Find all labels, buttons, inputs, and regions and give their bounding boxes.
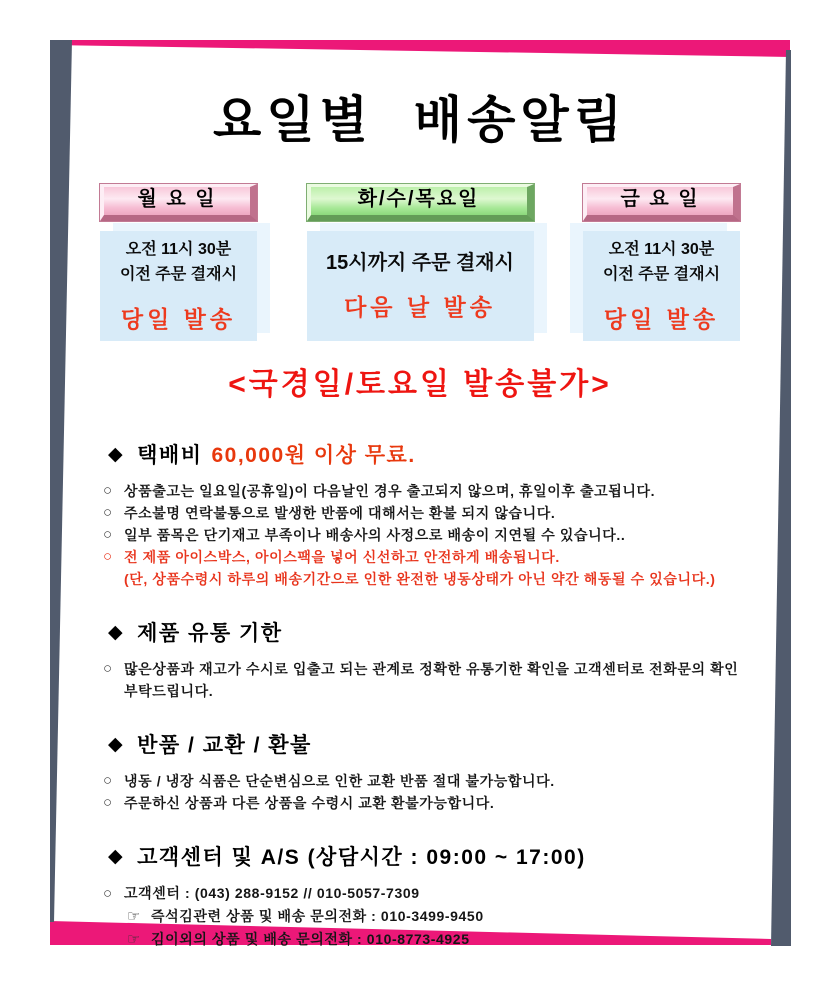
right-frame-bar [771, 50, 791, 946]
list-item [100, 502, 740, 524]
item-text: 즉석김관련 상품 및 배송 문의전화 : 010-3499-9450 [151, 908, 484, 924]
schedule-column-friday [583, 184, 740, 341]
schedule-column-monday [100, 184, 257, 341]
section-shipping-fee-heading [100, 439, 740, 469]
list-item-note [100, 568, 740, 590]
midweek-ship-result: 다음 날 발송 [344, 294, 496, 320]
section-shelf-life [100, 617, 740, 702]
info-sections [100, 439, 740, 951]
circle-bullet-icon: ○ [103, 504, 113, 521]
heading-black-text: 제품 유통 기한 [137, 622, 283, 645]
friday-day-button: 금 요 일 [583, 184, 740, 221]
circle-bullet-icon: ○ [103, 482, 113, 499]
section-shipping-fee [100, 439, 740, 590]
item-text: 주소불명 연락불통으로 발생한 반품에 대해서는 환불 되지 않습니다. [124, 505, 556, 521]
diamond-bullet-icon: ◆ [108, 621, 125, 643]
section-returns [100, 729, 740, 814]
monday-info-box [100, 231, 257, 341]
monday-condition-line1: 오전 11시 30분 [125, 241, 232, 259]
pointing-hand-icon: ☞ [127, 931, 142, 948]
item-text: 전 제품 아이스박스, 아이스팩을 넣어 신선하고 안전하게 배송됩니다. [124, 549, 560, 565]
list-item [100, 770, 740, 792]
midweek-info-box [307, 231, 534, 341]
circle-bullet-icon: ○ [103, 660, 113, 677]
page-title: 요일별 배송알림 [213, 92, 627, 148]
pointing-hand-icon: ☞ [127, 908, 142, 925]
item-text: 냉동 / 냉장 식품은 단순변심으로 인한 교환 반품 절대 불가능합니다. [124, 773, 555, 789]
monday-day-button: 월 요 일 [100, 184, 257, 221]
monday-order-condition [120, 238, 237, 288]
inquiry-phone-other [100, 928, 740, 951]
diamond-bullet-icon: ◆ [108, 845, 125, 867]
list-item [100, 524, 740, 546]
section-shelf-life-heading [100, 617, 740, 647]
heading-red-text: 60,000원 이상 무료. [211, 444, 416, 467]
customer-center-phone [100, 882, 740, 905]
list-item [100, 480, 740, 502]
list-item [100, 792, 740, 814]
delivery-schedule [100, 184, 740, 341]
poster-content [100, 0, 740, 978]
friday-info-box [583, 231, 740, 341]
item-text: 일부 품목은 단기재고 부족이나 배송사의 사정으로 배송이 지연될 수 있습니다.. [124, 527, 626, 543]
section-customer-center [100, 841, 740, 951]
circle-bullet-icon: ○ [103, 885, 113, 902]
left-frame-bar [50, 40, 72, 922]
section-returns-heading [100, 729, 740, 759]
holiday-notice: <국경일/토요일 발송불가> [228, 368, 612, 401]
item-text: 고객센터 : (043) 288-9152 // 010-5057-7309 [124, 885, 420, 901]
midweek-order-condition: 15시까지 주문 결재시 [326, 252, 514, 274]
diamond-bullet-icon: ◆ [108, 733, 125, 755]
item-text: 많은상품과 재고가 수시로 입출고 되는 관계로 정확한 유통기한 확인을 고객센터로 전화문의 확인 부탁드립니다. [124, 661, 739, 699]
circle-bullet-icon: ○ [103, 526, 113, 543]
item-text: (단, 상품수령시 하루의 배송기간으로 인한 완전한 냉동상태가 아닌 약간 해동될 수 있습니다.) [124, 571, 716, 587]
friday-condition-line1: 오전 11시 30분 [608, 241, 715, 259]
item-text: 상품출고는 일요일(공휴일)이 다음날인 경우 출고되지 않으며, 휴일이후 출고됩니다. [124, 483, 656, 499]
monday-condition-line2: 이전 주문 결재시 [119, 266, 238, 283]
monday-ship-result: 당일 발송 [120, 305, 237, 332]
midweek-day-button: 화/수/목요일 [307, 184, 534, 221]
list-item [100, 658, 740, 702]
item-text: 주문하신 상품과 다른 상품을 수령시 교환 환불가능합니다. [124, 795, 495, 811]
section-customer-center-heading [100, 841, 740, 871]
list-item [100, 546, 740, 568]
circle-bullet-icon: ○ [103, 772, 113, 789]
circle-bullet-icon: ○ [103, 548, 113, 565]
item-text: 김이외의 상품 및 배송 문의전화 : 010-8773-4925 [151, 931, 470, 947]
heading-black-text: 고객센터 및 A/S (상담시간 : 09:00 ~ 17:00) [137, 846, 586, 869]
inquiry-phone-gim [100, 905, 740, 928]
diamond-bullet-icon: ◆ [108, 443, 125, 465]
heading-black-text: 택배비 [137, 444, 203, 467]
circle-bullet-icon: ○ [103, 794, 113, 811]
heading-black-text: 반품 / 교환 / 환불 [137, 734, 312, 757]
schedule-column-midweek [307, 184, 534, 341]
friday-order-condition [603, 238, 720, 288]
friday-ship-result: 당일 발송 [603, 305, 720, 332]
friday-condition-line2: 이전 주문 결재시 [602, 266, 721, 283]
